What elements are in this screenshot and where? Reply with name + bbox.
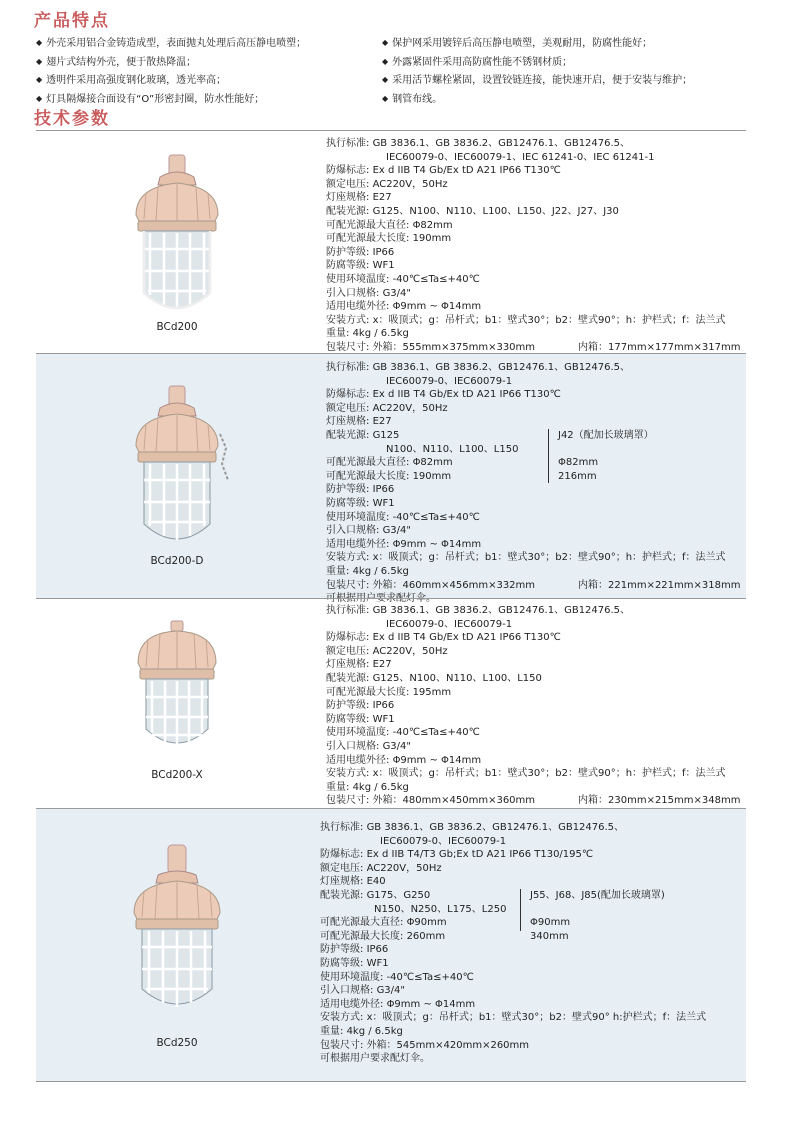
spec-value: x：吸顶式；g：吊杆式；b1：壁式30°；b2：壁式90°；h：护栏式；f：法兰式: [372, 768, 726, 780]
spec-mount: [326, 314, 751, 328]
spec-standard-cont: [326, 151, 751, 165]
feature-item: ◆ 外壳采用铝合金铸造成型，表面抛丸处理后高压静电喷塑；: [36, 34, 386, 53]
spec-label: 包装尺寸:: [320, 1039, 364, 1051]
spec-value: IP66: [372, 700, 395, 712]
spec-list: [320, 821, 745, 1066]
spec-value: E27: [372, 192, 392, 204]
spec-value: Ex d IIB T4 Gb/Ex tD A21 IP66 T130℃: [372, 165, 561, 177]
spec-value: -40℃≤Ta≤+40℃: [392, 273, 480, 285]
spec-label: 适用电缆外径:: [326, 301, 390, 313]
spec-label: 包装尺寸:: [326, 579, 370, 591]
spec-label: 额定电压:: [326, 645, 370, 657]
spec-label: 安装方式:: [326, 314, 370, 326]
spec-value: 外箱：460mm×456mm×332mm: [372, 579, 536, 591]
spec-length: [326, 232, 751, 246]
spec-label: 灯座规格:: [326, 659, 370, 671]
product-image-cell: [36, 131, 318, 354]
spec-label: 使用环境温度:: [326, 511, 390, 523]
spec-value: G125: [372, 429, 400, 441]
spec-value: IP66: [366, 944, 389, 956]
spec-value: x：吸顶式；g：吊杆式；b1：壁式30°；b2：壁式90° h:护栏式；f：法兰式: [366, 1012, 707, 1024]
product-row-bcd200: [36, 130, 746, 354]
spec-label: 重量:: [326, 565, 350, 577]
spec-label: 防腐等级:: [326, 713, 370, 725]
spec-value: E40: [366, 876, 386, 888]
model-label: BCd200: [156, 321, 198, 333]
spec-value: E27: [372, 416, 392, 428]
spec-value: Φ9mm ~ Φ14mm: [392, 538, 482, 550]
spec-label: 引入口规格:: [320, 985, 374, 997]
spec-inlet: [326, 287, 751, 301]
product-image-cell: [36, 809, 318, 1081]
spec-value: IEC60079-0、IEC60079-1、IEC 61241-0、IEC 61241-1: [386, 151, 655, 163]
spec-value: Ex d IIB T4 Gb/Ex tD A21 IP66 T130℃: [372, 632, 561, 644]
spec-value: 外箱：545mm×420mm×260mm: [366, 1039, 530, 1051]
spec-standard: [326, 137, 751, 151]
spec-label: 适用电缆外径:: [320, 998, 384, 1010]
spec-label: 安装方式:: [326, 768, 370, 780]
spec-value: IP66: [372, 246, 395, 258]
spec-value: 外箱：555mm×375mm×330mm: [372, 341, 536, 353]
spec-value: GB 3836.1、GB 3836.2、GB12476.1、GB12476.5、: [372, 138, 631, 149]
feature-item: ◆ 钢管布线。: [382, 90, 732, 109]
spec-label: 配装光源:: [326, 672, 370, 684]
spec-value: IP66: [372, 484, 395, 496]
spec-label: 执行标准:: [326, 362, 370, 373]
spec-ip: [326, 246, 751, 260]
spec-label: 防护等级:: [326, 246, 370, 258]
spec-value: G3/4": [382, 287, 412, 299]
column-divider: [520, 889, 521, 931]
spec-label: 安装方式:: [320, 1012, 364, 1024]
product-row-bcd200-d: [36, 353, 746, 605]
spec-label: 重量:: [320, 1025, 344, 1037]
spec-weight: [326, 327, 751, 341]
spec-value: WF1: [372, 497, 395, 509]
model-label: BCd250: [156, 1037, 198, 1049]
spec-label: 适用电缆外径:: [326, 538, 390, 550]
spec-value: 195mm: [412, 686, 452, 698]
spec-value: AC220V，50Hz: [366, 862, 442, 874]
spec-label: 引入口规格:: [326, 740, 380, 752]
spec-label: 重量:: [326, 781, 350, 793]
spec-label: 使用环境温度:: [326, 273, 390, 285]
spec-label: 防爆标志:: [326, 165, 370, 177]
spec-label: 额定电压:: [320, 862, 364, 874]
product-row-bcd200-x: [36, 598, 746, 809]
product-image-cell: [36, 599, 318, 809]
spec-value: N100、N110、L100、L150: [386, 443, 519, 455]
lamp-icon: [122, 143, 232, 343]
spec-value: 216mm: [558, 470, 597, 482]
spec-label: 防护等级:: [326, 484, 370, 496]
spec-value: AC220V，50Hz: [372, 645, 448, 657]
spec-base: [326, 191, 751, 205]
spec-label: 包装尺寸:: [326, 795, 370, 807]
spec-label: 引入口规格:: [326, 287, 380, 299]
spec-cable: [326, 300, 751, 314]
column-divider: [548, 429, 549, 483]
params-title: 技术参数: [34, 109, 110, 129]
spec-value: 可根据用户要求配灯伞。: [326, 593, 436, 605]
spec-source: [326, 205, 751, 219]
spec-value: G3/4": [382, 740, 412, 752]
spec-value: 4kg / 6.5kg: [352, 565, 409, 577]
spec-label: 防腐等级:: [326, 260, 370, 272]
spec-value: 4kg / 6.5kg: [346, 1025, 403, 1037]
spec-label: 防腐等级:: [326, 497, 370, 509]
features-right-column: [382, 34, 732, 108]
spec-label: 可配光源最大长度:: [326, 470, 410, 482]
spec-diameter: [326, 219, 751, 233]
spec-value: 外箱：480mm×450mm×360mm: [372, 795, 536, 807]
spec-label: 安装方式:: [326, 552, 370, 564]
model-label: BCd200-D: [150, 555, 204, 567]
spec-value: Φ82mm: [412, 457, 453, 469]
spec-label: 可配光源最大长度:: [320, 930, 404, 942]
spec-label: 配装光源:: [326, 429, 370, 441]
spec-value: N150、N250、L175、L250: [374, 903, 507, 915]
spec-value: 内箱：221mm×221mm×318mm: [578, 579, 741, 591]
spec-wf: [326, 259, 751, 273]
spec-value: G125、N100、N110、L100、L150、J22、J27、J30: [372, 205, 619, 217]
spec-value: WF1: [366, 957, 389, 969]
spec-value: Φ82mm: [412, 219, 453, 231]
spec-value: G125、N100、N110、L100、L150: [372, 672, 542, 684]
spec-value: GB 3836.1、GB 3836.2、GB12476.1、GB12476.5、: [366, 822, 625, 833]
spec-label: 灯座规格:: [326, 416, 370, 428]
spec-label: 可配光源最大直径:: [320, 917, 404, 929]
spec-value: Φ90mm: [406, 917, 447, 929]
spec-label: 可配光源最大直径:: [326, 219, 410, 231]
feature-item: ◆ 保护网采用镀锌后高压静电喷塑，美观耐用，防腐性能好；: [382, 34, 732, 53]
feature-item: ◆ 透明件采用高强度钢化玻璃，透光率高；: [36, 71, 386, 90]
spec-label: 执行标准:: [326, 138, 370, 149]
spec-temp: [326, 273, 751, 287]
spec-value: 可根据用户要求配灯伞。: [320, 1053, 430, 1065]
spec-value: Φ9mm ~ Φ14mm: [392, 301, 482, 313]
spec-value: -40℃≤Ta≤+40℃: [392, 727, 480, 739]
spec-label: 防腐等级:: [320, 957, 364, 969]
spec-value: E27: [372, 659, 392, 671]
feature-item: ◆ 外露紧固件采用高防腐性能不锈钢材质；: [382, 53, 732, 72]
spec-label: 可配光源最大长度:: [326, 233, 410, 245]
spec-label: 灯座规格:: [326, 192, 370, 204]
spec-label: 使用环境温度:: [320, 971, 384, 983]
lamp-icon: [122, 374, 232, 574]
spec-label: 防护等级:: [320, 944, 364, 956]
spec-value: AC220V，50Hz: [372, 402, 448, 414]
spec-value: 内箱：177mm×177mm×317mm: [578, 341, 741, 353]
spec-label: 执行标准:: [320, 822, 364, 833]
spec-label: 执行标准:: [326, 605, 370, 616]
spec-label: 防爆标志:: [326, 389, 370, 401]
spec-value: G3/4": [382, 525, 412, 537]
spec-value: x：吸顶式；g：吊杆式；b1：壁式30°；b2：壁式90°；h：护栏式；f：法兰式: [372, 314, 726, 326]
features-title: 产品特点: [34, 11, 110, 31]
feature-item: ◆ 灯具隔爆接合面设有“O”形密封圈，防水性能好；: [36, 90, 386, 109]
features-left-column: [36, 34, 386, 108]
spec-value: J55、J68、J85(配加长玻璃罩): [530, 889, 665, 901]
spec-value: GB 3836.1、GB 3836.2、GB12476.1、GB12476.5、: [372, 362, 631, 373]
feature-item: ◆ 翅片式结构外壳，便于散热降温；: [36, 53, 386, 72]
spec-label: 灯座规格:: [320, 876, 364, 888]
lamp-icon: [122, 617, 232, 767]
spec-value: Φ9mm ~ Φ14mm: [392, 754, 482, 766]
spec-value: -40℃≤Ta≤+40℃: [386, 971, 474, 983]
spec-label: 额定电压:: [326, 178, 370, 190]
spec-value: IEC60079-0、IEC60079-1: [386, 618, 513, 630]
spec-value: 190mm: [412, 233, 452, 245]
spec-value: 190mm: [412, 470, 452, 482]
lamp-icon: [122, 833, 232, 1033]
spec-label: 使用环境温度:: [326, 727, 390, 739]
spec-value: AC220V，50Hz: [372, 178, 448, 190]
spec-label: 重量:: [326, 328, 350, 340]
spec-label: 包装尺寸:: [326, 341, 370, 353]
spec-list: [326, 604, 751, 822]
spec-value: Φ82mm: [558, 457, 599, 469]
spec-value: WF1: [372, 260, 395, 272]
spec-ex-mark: [326, 164, 751, 178]
spec-label: 适用电缆外径:: [326, 754, 390, 766]
product-row-bcd250: [36, 808, 746, 1082]
model-label: BCd200-X: [151, 769, 203, 781]
feature-item: ◆ 采用活节螺栓紧固，设置铰链连接，能快速开启，便于安装与维护；: [382, 71, 732, 90]
spec-value: GB 3836.1、GB 3836.2、GB12476.1、GB12476.5、: [372, 605, 631, 616]
spec-value: G175、G250: [366, 889, 431, 901]
spec-value: IEC60079-0、IEC60079-1: [386, 375, 513, 387]
spec-value: Φ90mm: [530, 917, 571, 929]
spec-value: 内箱：230mm×215mm×348mm: [578, 795, 741, 807]
spec-label: 可配光源最大直径:: [326, 457, 410, 469]
spec-value: Ex d IIB T4/T3 Gb;Ex tD A21 IP66 T130/195℃: [366, 849, 594, 861]
spec-value: 4kg / 6.5kg: [352, 328, 409, 340]
spec-voltage: [326, 178, 751, 192]
spec-label: 引入口规格:: [326, 525, 380, 537]
spec-value: J42（配加长玻璃罩）: [558, 429, 654, 441]
spec-label: 配装光源:: [320, 889, 364, 901]
spec-value: IEC60079-0、IEC60079-1: [380, 835, 507, 847]
product-image-cell: [36, 354, 318, 599]
spec-list: [326, 361, 751, 606]
spec-label: 额定电压:: [326, 402, 370, 414]
spec-value: Ex d IIB T4 Gb/Ex tD A21 IP66 T130℃: [372, 389, 561, 401]
spec-value: 4kg / 6.5kg: [352, 781, 409, 793]
spec-value: G3/4": [376, 985, 406, 997]
spec-label: 防爆标志:: [326, 632, 370, 644]
spec-label: 可配光源最大长度:: [326, 686, 410, 698]
spec-list: [326, 137, 751, 355]
spec-value: Φ9mm ~ Φ14mm: [386, 998, 476, 1010]
spec-value: WF1: [372, 713, 395, 725]
spec-value: -40℃≤Ta≤+40℃: [392, 511, 480, 523]
spec-label: 防爆标志:: [320, 849, 364, 861]
spec-value: x：吸顶式；g：吊杆式；b1：壁式30°；b2：壁式90°；h：护栏式；f：法兰式: [372, 552, 726, 564]
spec-value: 340mm: [530, 930, 569, 942]
spec-label: 防护等级:: [326, 700, 370, 712]
spec-value: 260mm: [406, 930, 446, 942]
spec-label: 配装光源:: [326, 205, 370, 217]
